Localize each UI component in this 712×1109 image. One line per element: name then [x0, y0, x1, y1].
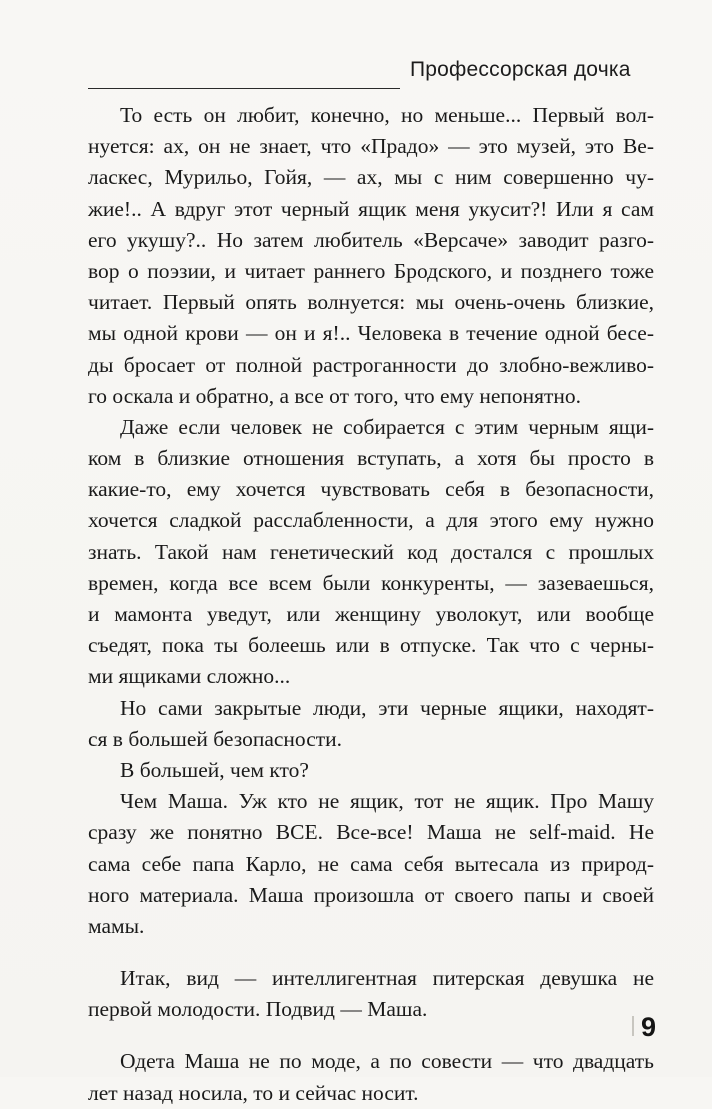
text-line: и мамонта уведут, или женщину уволокут, или вообще	[88, 602, 654, 626]
text-line: То есть он любит, конечно, но меньше... Первый вол-	[120, 103, 654, 127]
text-line: вор о поэзии, и читает раннего Бродского, и позднего тоже	[88, 258, 654, 283]
text-line: жие!.. А вдруг этот черный ящик меня укусит?! Или я сам	[88, 196, 654, 221]
paragraph-2	[88, 412, 654, 693]
text-line: лет назад носила, то и сейчас носит.	[88, 1080, 419, 1105]
text-line: ми ящиками сложно...	[88, 664, 291, 689]
text-line: нуется: ах, он не знает, что «Прадо» — это музей, это Ве-	[88, 134, 654, 159]
paragraph-7	[88, 1046, 654, 1108]
paragraph-4	[88, 755, 654, 786]
text-line: первой молодости. Подвид — Маша.	[88, 997, 428, 1022]
text-line: Одета Маша не по моде, а по совести — что двадцать	[120, 1049, 654, 1074]
text-line: Даже если человек не собирается с этим черным ящи-	[120, 414, 654, 439]
text-line: сама себе папа Карло, не сама себя вытесала из природ-	[88, 851, 654, 876]
text-line: го оскала и обратно, а все от того, что ему непонятно.	[88, 383, 582, 408]
paragraph-1	[88, 100, 654, 412]
section-gap	[88, 942, 654, 963]
text-line: съедят, пока ты болеешь или в отпуске. Так что с черны-	[88, 633, 654, 658]
page-number: 9	[640, 1012, 656, 1042]
text-line: читает. Первый опять волнуется: мы очень-очень близкие,	[88, 290, 654, 315]
text-line: ласкес, Мурильо, Гойя, — ах, мы с ним совершенно чу-	[88, 165, 654, 190]
paragraph-3	[88, 693, 654, 755]
paragraph-5	[88, 786, 654, 942]
text-line: его укушу?.. Но затем любитель «Версаче» заводит разго-	[88, 227, 654, 252]
page-number-mark	[632, 1016, 638, 1036]
running-title: Профессорская дочка	[410, 58, 631, 81]
text-line: мы одной крови — он и я!.. Человека в течение одной бесе-	[88, 321, 654, 346]
text-line: хочется сладкой расслабленности, а для этого ему нужно	[88, 508, 654, 533]
text-line: какие-то, ему хочется чувствовать себя в безопасности,	[88, 477, 654, 502]
paragraph-6	[88, 963, 654, 1025]
text-line: В большей, чем кто?	[120, 757, 309, 782]
text-line: времен, когда все всем были конкуренты, — зазеваешься,	[88, 570, 654, 595]
text-line: сразу же понятно ВСЕ. Все-все! Маша не self-maid. Не	[88, 820, 654, 845]
body-text	[88, 100, 654, 1109]
text-line: Итак, вид — интеллигентная питерская девушка не	[120, 966, 654, 991]
text-line: знать. Такой нам генетический код достался с прошлых	[88, 539, 654, 564]
text-line: ся в большей безопасности.	[88, 726, 343, 751]
section-gap	[88, 1025, 654, 1046]
text-line: Но сами закрытые люди, эти черные ящики, находят-	[120, 695, 654, 720]
header-rule	[88, 88, 400, 89]
text-line: мамы.	[88, 913, 145, 938]
text-line: Чем Маша. Уж кто не ящик, тот не ящик. Про Машу	[120, 789, 654, 814]
text-line: ды бросает от полной растроганности до злобно-вежливо-	[88, 352, 654, 377]
text-line: ком в близкие отношения вступать, а хотя бы просто в	[88, 446, 654, 471]
text-line: ного материала. Маша произошла от своего папы и своей	[88, 882, 654, 907]
